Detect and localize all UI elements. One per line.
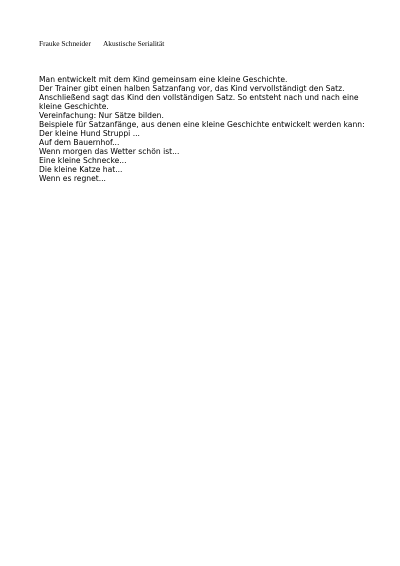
list-item: Der kleine Hund Struppi ...: [39, 129, 140, 138]
list-item: Auf dem Bauernhof...: [39, 138, 120, 147]
examples-intro: Beispiele für Satzanfänge, aus denen eine kleine Geschichte entwickelt werden kann:: [39, 120, 365, 129]
intro-line-1: Man entwickelt mit dem Kind gemeinsam eine kleine Geschichte.: [39, 75, 288, 84]
document-body: [39, 75, 369, 183]
intro-line-3: Vereinfachung: Nur Sätze bilden.: [39, 111, 164, 120]
intro-line-2: Der Trainer gibt einen halben Satzanfang vor, das Kind vervollständigt den Satz. Anschließend sagt das Kind den vollständigen Satz. So entsteht nach und nach eine kleine Geschichte.: [39, 84, 359, 111]
page-header: [39, 39, 164, 48]
list-item: Die kleine Katze hat...: [39, 165, 123, 174]
list-item: Wenn es regnet...: [39, 174, 106, 183]
header-author: Frauke Schneider: [39, 39, 91, 48]
list-item: Wenn morgen das Wetter schön ist...: [39, 147, 180, 156]
intro-paragraph: [39, 75, 369, 120]
list-item: Eine kleine Schnecke...: [39, 156, 127, 165]
header-topic: Akustische Serialität: [102, 39, 165, 48]
examples-list: [39, 129, 369, 183]
